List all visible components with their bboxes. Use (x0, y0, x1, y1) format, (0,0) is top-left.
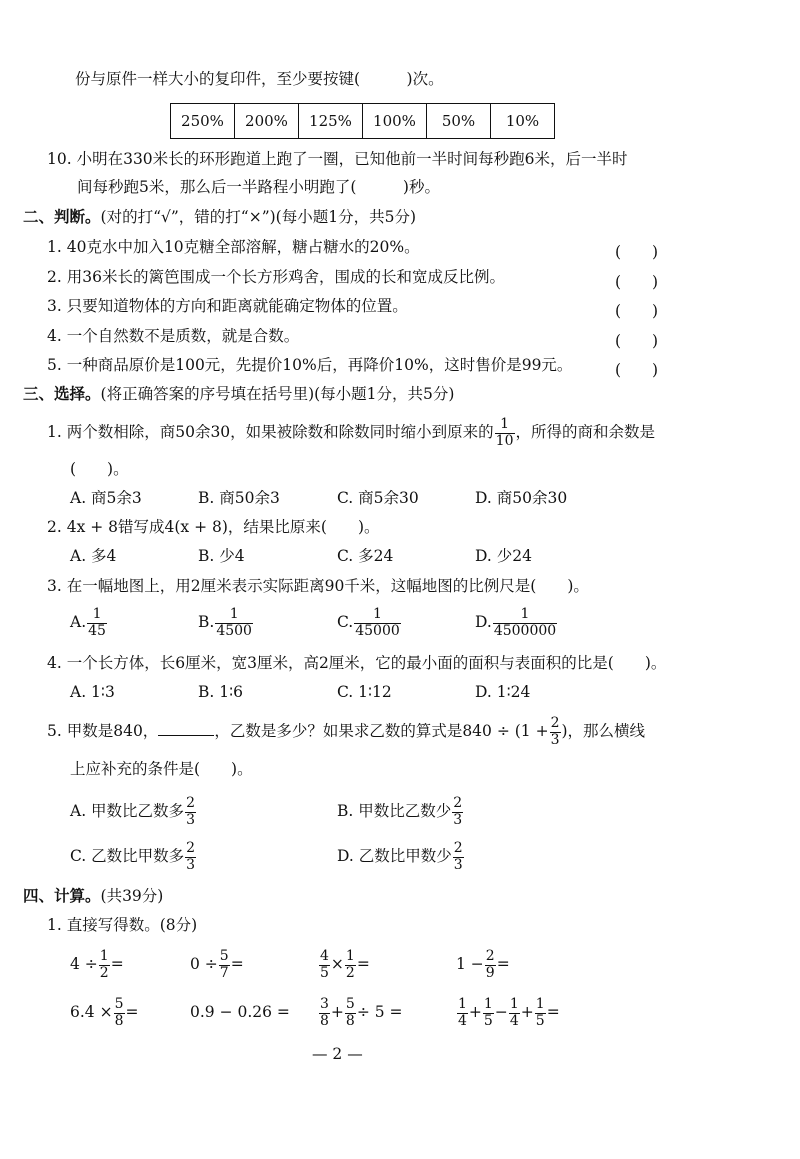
option-a[interactable]: A. $\frac{1}{45}$ (70, 606, 106, 639)
choice-q5-stem: 5. 甲数是840， ，乙数是多少？如果求乙数的算式是840 ÷ (1 + $\frac{2}{3}$ )，那么横线 (47, 715, 646, 748)
zoom-key-cell: 50% (427, 104, 491, 139)
choice-q5-line2: 上应补充的条件是( )。 (70, 760, 253, 778)
fraction: $\frac{4}{5}$ (320, 948, 329, 981)
choice-q2-stem: 2. 4x + 8错写成4(x + 8)，结果比原来( )。 (47, 518, 380, 536)
calc-expr: $\frac{1}{4}$ + $\frac{1}{5}$ − $\frac{1}{4}$ + $\frac{1}{5}$ = (458, 996, 560, 1029)
fraction: $\frac{1}{4500000}$ (493, 606, 557, 639)
fraction: $\frac{2}{3}$ (186, 840, 196, 873)
fraction: $\frac{2}{3}$ (453, 840, 463, 873)
choice-q3-stem: 3. 在一幅地图上，用2厘米表示实际距离90千米，这幅地图的比例尺是( )。 (47, 577, 589, 595)
option-c[interactable]: C. 乙数比甲数多 $\frac{2}{3}$ (70, 840, 196, 873)
calc-expr: 0 ÷ $\frac{5}{7}$ = (190, 948, 244, 981)
option-b[interactable]: B. 商50余3 (198, 489, 280, 507)
option-d[interactable]: D. 乙数比甲数少 $\frac{2}{3}$ (337, 840, 463, 873)
fraction: $\frac{1}{2}$ (345, 948, 355, 981)
zoom-key-cell: 200% (235, 104, 299, 139)
fraction: $\frac{1}{4500}$ (216, 606, 252, 639)
calc-expr: $\frac{4}{5}$ × $\frac{1}{2}$ = (320, 948, 370, 981)
option-d[interactable]: D. 1∶24 (475, 683, 531, 701)
fill-blank-line[interactable] (158, 723, 214, 736)
fraction: $\frac{3}{8}$ (320, 996, 329, 1029)
zoom-key-cell: 125% (299, 104, 363, 139)
option-d[interactable]: D. 商50余30 (475, 489, 568, 507)
zoom-key-cell: 100% (363, 104, 427, 139)
zoom-key-cell: 10% (491, 104, 555, 139)
option-c[interactable]: C. 多24 (337, 547, 394, 565)
zoom-key-table (170, 103, 555, 139)
fraction: $\frac{5}{7}$ (219, 948, 229, 981)
question-10-line1: 10. 小明在330米长的环形跑道上跑了一圈，已知他前一半时间每秒跑6米，后一半时 (47, 150, 628, 168)
judge-item-5: 5. 一种商品原价是100元，先提价10%后，再降价10%，这时售价是99元。 (47, 356, 573, 374)
section-3-heading: 三、选择。 (23, 385, 101, 403)
section-4-header (23, 889, 163, 905)
fraction: $\frac{2}{3}$ (453, 795, 463, 828)
fraction: $\frac{1}{5}$ (483, 996, 493, 1029)
option-d[interactable]: D. 少24 (475, 547, 532, 565)
section-2-note: (对的打“√”，错的打“×”)(每小题1分，共5分) (100, 208, 416, 226)
option-a[interactable]: A. 商5余3 (70, 489, 142, 507)
fraction: $\frac{1}{2}$ (99, 948, 109, 981)
section-2-header (23, 210, 416, 226)
option-a[interactable]: A. 甲数比乙数多 $\frac{2}{3}$ (70, 795, 195, 828)
judge-item-4: 4. 一个自然数不是质数，就是合数。 (47, 327, 300, 345)
zoom-key-cell: 250% (171, 104, 235, 139)
section-3-note: (将正确答案的序号填在括号里)(每小题1分，共5分) (100, 385, 455, 403)
fraction: $\frac{1}{5}$ (535, 996, 545, 1029)
choice-q1-blank[interactable]: ( )。 (70, 460, 129, 478)
fraction: $\frac{2}{3}$ (186, 795, 195, 828)
fraction: $\frac{5}{8}$ (345, 996, 355, 1029)
choice-q4-stem: 4. 一个长方体，长6厘米，宽3厘米，高2厘米，它的最小面的面积与表面积的比是( )。 (47, 654, 667, 672)
calc-expr: $\frac{3}{8}$ + $\frac{5}{8}$ ÷ 5 = (320, 996, 403, 1029)
fraction: $\frac{1}{45000}$ (355, 606, 400, 639)
option-a[interactable]: A. 1∶3 (70, 683, 115, 701)
option-d[interactable]: D. $\frac{1}{4500000}$ (475, 606, 557, 639)
answer-blank[interactable]: ( ) (615, 361, 659, 379)
answer-blank[interactable]: ( ) (615, 332, 659, 350)
fraction: $\frac{1}{45}$ (88, 606, 106, 639)
calc-expr: 0.9 − 0.26 = (190, 1003, 290, 1021)
option-b[interactable]: B. 少4 (198, 547, 245, 565)
calc-expr: 1 − $\frac{2}{9}$ = (456, 948, 510, 981)
calc-sub1-title: 1. 直接写得数。(8分) (47, 916, 198, 934)
fraction: $\frac{5}{8}$ (114, 996, 124, 1029)
question-10-line2: 间每秒跑5米，那么后一半路程小明跑了( )秒。 (77, 178, 440, 196)
section-4-note: (共39分) (100, 887, 164, 905)
option-b[interactable]: B. $\frac{1}{4500}$ (198, 606, 252, 639)
fraction: $\frac{2}{9}$ (485, 948, 495, 981)
fraction: $\frac{1}{4}$ (458, 996, 467, 1029)
answer-blank[interactable]: ( ) (615, 243, 659, 261)
fraction: $\frac{1}{10}$ (495, 416, 514, 449)
option-c[interactable]: C. $\frac{1}{45000}$ (337, 606, 400, 639)
judge-item-2: 2. 用36米长的篱笆围成一个长方形鸡舍，围成的长和宽成反比例。 (47, 268, 505, 286)
question-9-tail: 份与原件一样大小的复印件，至少要按键( )次。 (75, 70, 444, 88)
calc-expr: 4 ÷ $\frac{1}{2}$ = (70, 948, 124, 981)
choice-q1-stem: 1. 两个数相除，商50余30，如果被除数和除数同时缩小到原来的 $\frac{1}{10}$ ，所得的商和余数是 (47, 416, 656, 449)
option-b[interactable]: B. 甲数比乙数少 $\frac{2}{3}$ (337, 795, 463, 828)
section-4-heading: 四、计算。 (23, 887, 101, 905)
judge-item-1: 1. 40克水中加入10克糖全部溶解，糖占糖水的20%。 (47, 238, 420, 256)
section-2-heading: 二、判断。 (23, 208, 101, 226)
answer-blank[interactable]: ( ) (615, 302, 659, 320)
section-3-header (23, 387, 454, 403)
judge-item-3: 3. 只要知道物体的方向和距离就能确定物体的位置。 (47, 297, 408, 315)
option-b[interactable]: B. 1∶6 (198, 683, 244, 701)
page-number: — 2 — (312, 1045, 363, 1063)
fraction: $\frac{2}{3}$ (550, 715, 560, 748)
answer-blank[interactable]: ( ) (615, 273, 659, 291)
fraction: $\frac{1}{4}$ (509, 996, 519, 1029)
option-c[interactable]: C. 商5余30 (337, 489, 419, 507)
option-a[interactable]: A. 多4 (70, 547, 117, 565)
calc-expr: 6.4 × $\frac{5}{8}$ = (70, 996, 139, 1029)
option-c[interactable]: C. 1∶12 (337, 683, 392, 701)
